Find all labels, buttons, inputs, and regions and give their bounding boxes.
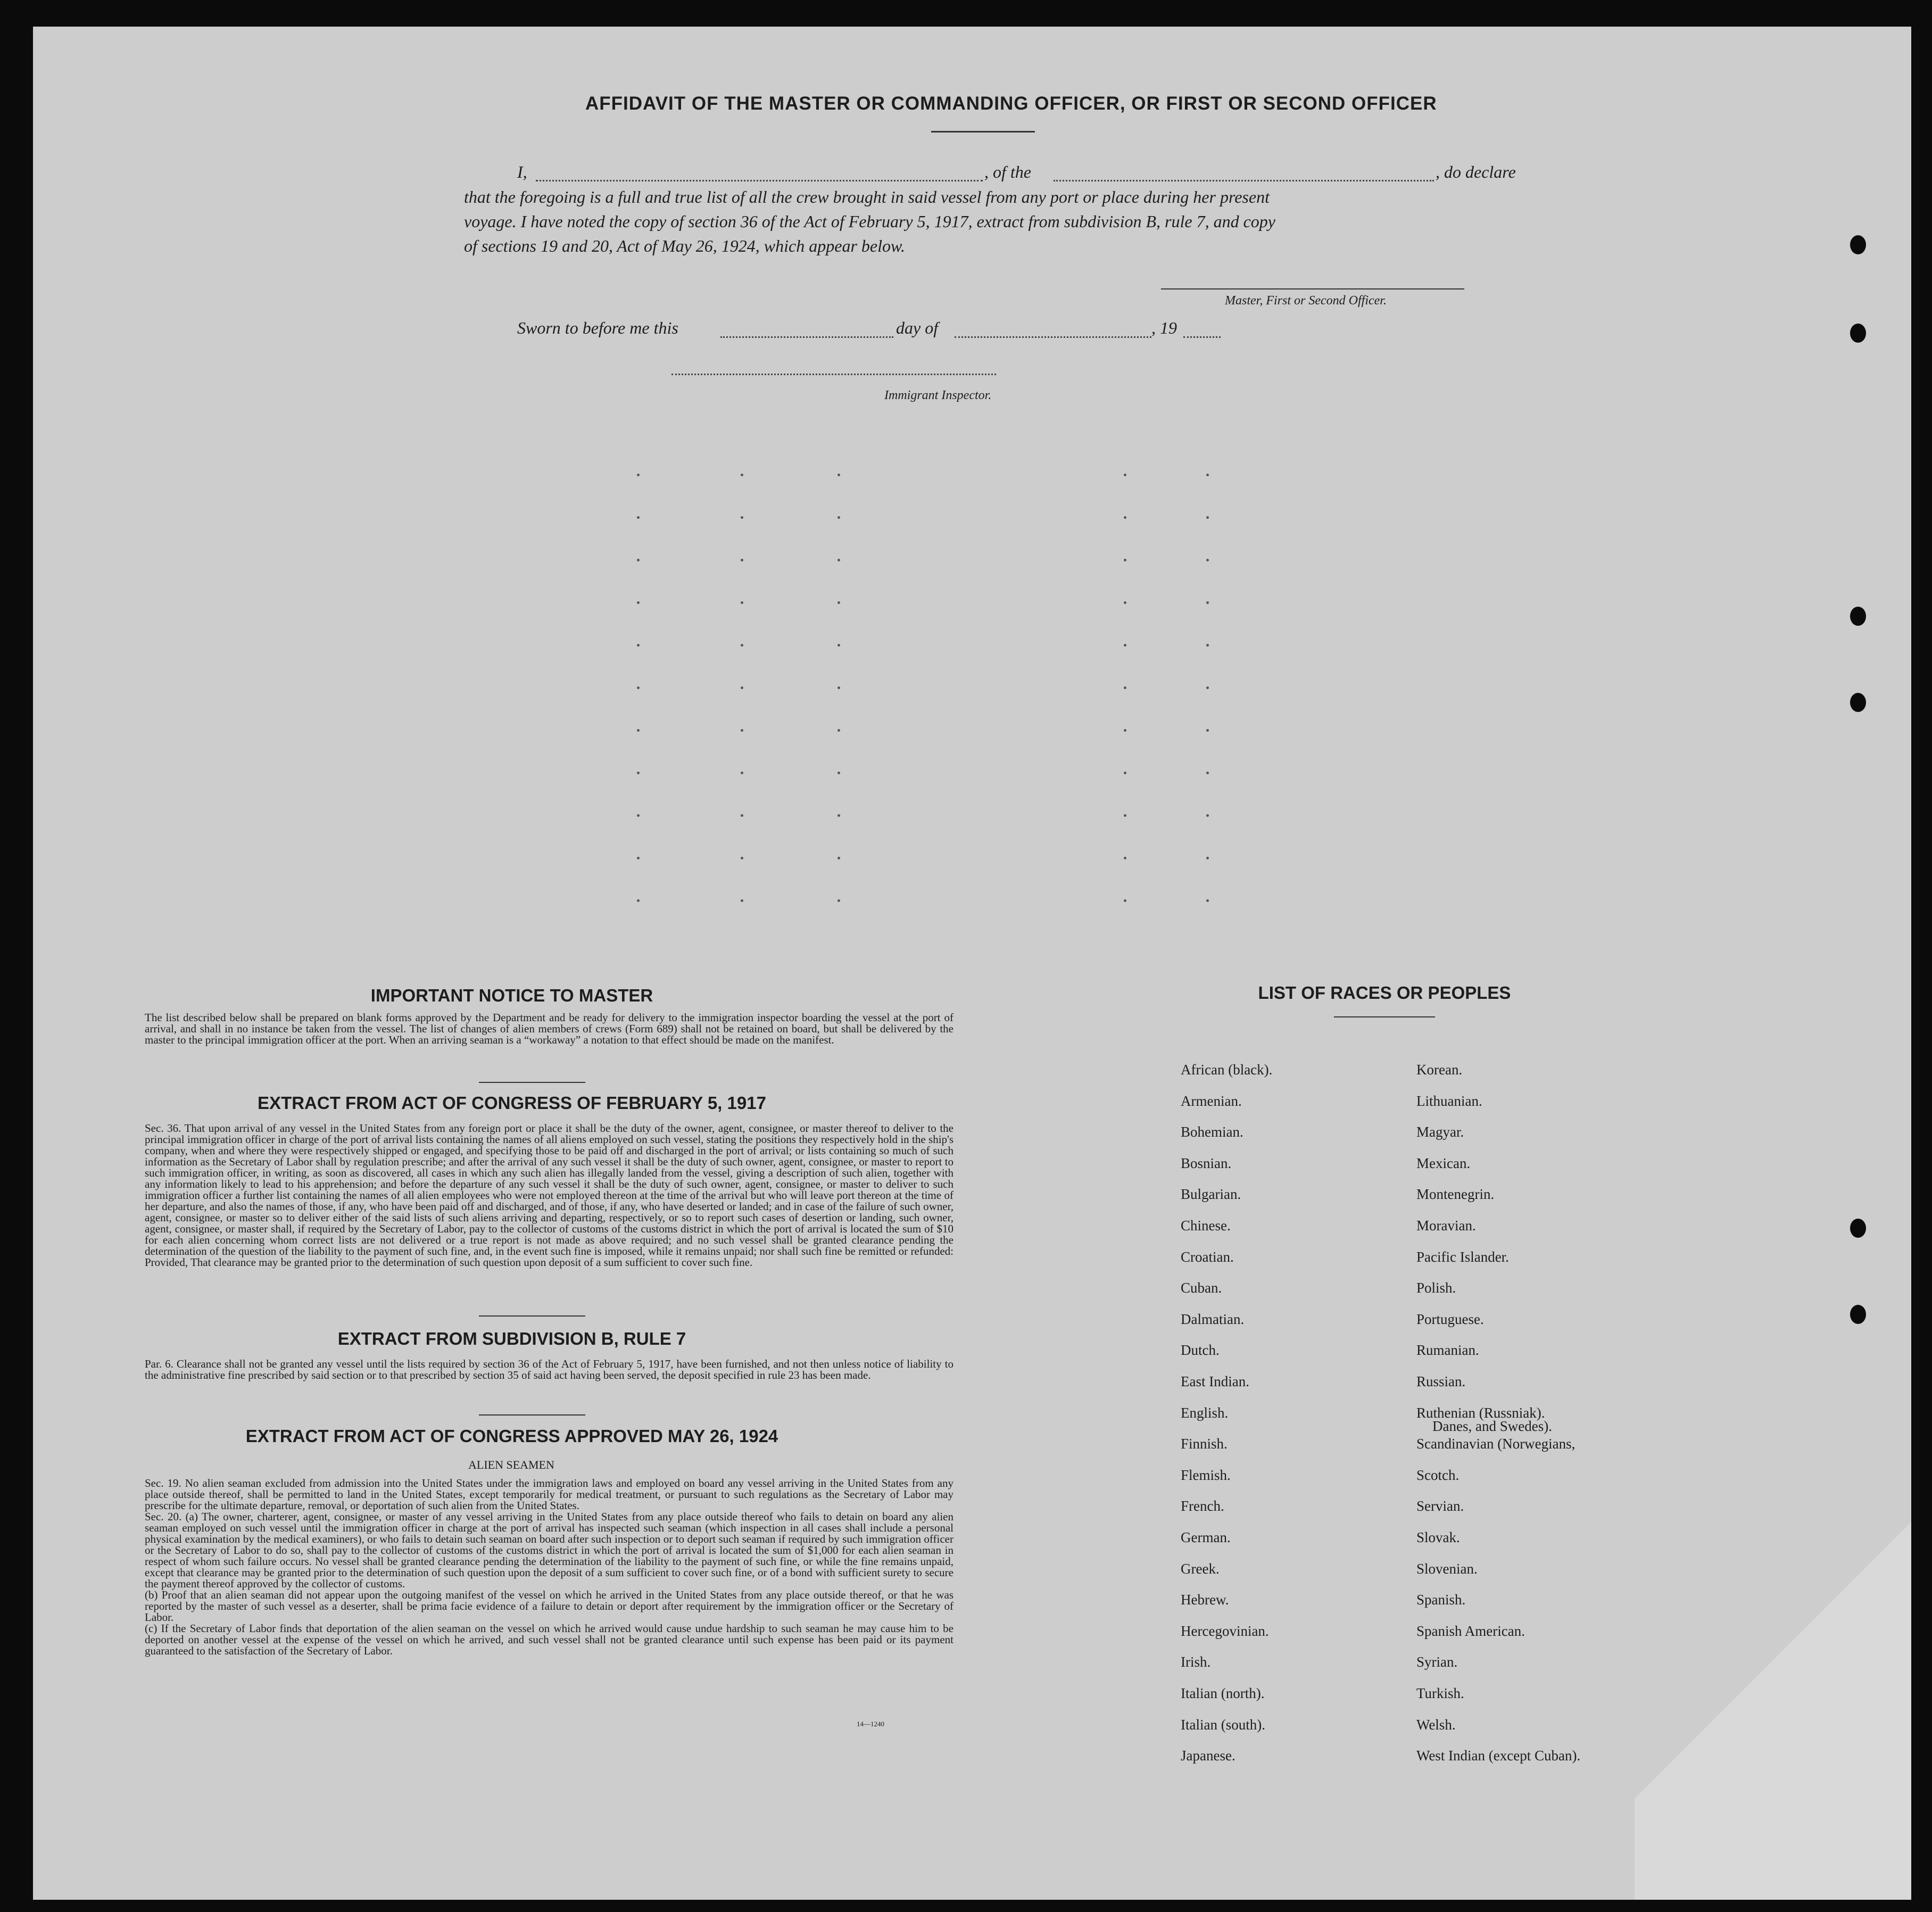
race-item: Flemish. xyxy=(1181,1467,1231,1483)
form-page xyxy=(33,27,1911,1900)
sec-20c: (c) If the Secretary of Labor finds that deportation of the alien seaman on the vessel on which he arrived would cause undue hardship to such seaman he may cause him to be deported on another vessel at the expense of the vessel on which he arrived, and such vessel shall not be granted clearance until such expense has been paid or its payment guaranteed to the satisfaction of the Secretary of Labor. xyxy=(145,1622,953,1657)
punch-hole xyxy=(1850,1675,1866,1694)
year-label: , 19 xyxy=(1151,318,1177,337)
guide-dot xyxy=(1206,814,1209,817)
race-item: Turkish. xyxy=(1416,1685,1464,1701)
race-item: Welsh. xyxy=(1416,1716,1456,1733)
guide-dot xyxy=(1124,686,1126,689)
sec-20b: (b) Proof that an alien seaman did not appear upon the outgoing manifest of the vessel on which he arrived in the United States from any place outside thereof, or that he was reported by the master of such vessel as a deserter, shall be prima facie evidence of a failure to detain or deport after requirement by the immigration officer or the Secretary of Labor. xyxy=(145,1588,953,1624)
guide-dot xyxy=(1124,814,1126,817)
guide-dot xyxy=(637,601,640,604)
divider-1 xyxy=(479,1082,585,1083)
race-item: African (black). xyxy=(1181,1062,1273,1078)
guide-dot xyxy=(741,644,743,647)
race-item: Hebrew. xyxy=(1181,1592,1229,1608)
guide-dot xyxy=(1124,559,1126,561)
guide-dot xyxy=(838,559,840,561)
guide-dot xyxy=(637,729,640,732)
year-blank xyxy=(1183,336,1221,338)
race-item: French. xyxy=(1181,1498,1224,1514)
guide-dot xyxy=(741,559,743,561)
guide-dot xyxy=(838,686,840,689)
race-item: Scotch. xyxy=(1416,1467,1460,1483)
i-label: I, xyxy=(517,162,527,181)
guide-dot xyxy=(1206,729,1209,732)
race-item: Italian (south). xyxy=(1181,1716,1265,1733)
race-item: Korean. xyxy=(1416,1062,1463,1078)
guide-dot xyxy=(838,729,840,732)
guide-dot xyxy=(1124,857,1126,859)
guide-dot xyxy=(1124,644,1126,647)
punch-hole xyxy=(1850,1305,1866,1324)
race-item: Portuguese. xyxy=(1416,1311,1484,1327)
rule-7-body: Par. 6. Clearance shall not be granted any vessel until the lists required by section 36 of the Act of February 5, 1917, have been furnished, and not then unless notice of liability to the administrative fine prescribed by said section or to that prescribed by section 35 of said act having been served, the deposit specified in rule 23 has been made. xyxy=(145,1358,953,1381)
race-item: Japanese. xyxy=(1181,1748,1236,1764)
race-item: Spanish. xyxy=(1416,1592,1466,1608)
races-title-underline xyxy=(1334,1016,1435,1017)
guide-dot xyxy=(1206,899,1209,902)
race-item: Rumanian. xyxy=(1416,1342,1479,1359)
rule-7-title: EXTRACT FROM SUBDIVISION B, RULE 7 xyxy=(337,1329,686,1348)
day-of-label: day of xyxy=(896,318,939,337)
guide-dot xyxy=(741,601,743,604)
guide-dot xyxy=(637,559,640,561)
vessel-blank xyxy=(1054,180,1434,181)
guide-dot xyxy=(1124,601,1126,604)
guide-dot xyxy=(838,601,840,604)
guide-dot xyxy=(1124,899,1126,902)
affidavit-line-3: voyage. I have noted the copy of section 36 of the Act of February 5, 1917, extract from subdivision B, rule 7, and copy xyxy=(464,212,1275,231)
race-item: East Indian. xyxy=(1181,1373,1249,1389)
do-declare-label: , do declare xyxy=(1436,162,1516,181)
race-item: Ruthenian (Russniak). xyxy=(1416,1404,1545,1421)
sworn-month-blank xyxy=(955,336,1151,338)
guide-dot xyxy=(637,644,640,647)
act-1924-body xyxy=(145,1478,953,1657)
race-item: Spanish American. xyxy=(1416,1623,1525,1639)
race-item: Dalmatian. xyxy=(1181,1311,1245,1327)
guide-dot xyxy=(838,814,840,817)
punch-hole xyxy=(1850,1588,1866,1608)
guide-dot xyxy=(1124,729,1126,732)
affidavit-title: AFFIDAVIT OF THE MASTER OR COMMANDING OFFICER, OR FIRST OR SECOND OFFICER xyxy=(585,93,1437,114)
race-item: Dutch. xyxy=(1181,1342,1220,1359)
notice-body: The list described below shall be prepared on blank forms approved by the Department and be ready for delivery to the immigration inspector boarding the vessel at the port of arrival, and shall in no instance be taken from the vessel. The list of changes of alien members of crews (Form 689) shall not be retained on board, but shall be delivered by the master to the principal immigration officer at the port. When an arriving seaman is a “workaway” a notation to that effect should be made on the manifest. xyxy=(145,1011,953,1046)
notice-title: IMPORTANT NOTICE TO MASTER xyxy=(370,986,653,1005)
affidavit-line-4: of sections 19 and 20, Act of May 26, 1924, which appear below. xyxy=(464,236,905,255)
guide-dot xyxy=(741,474,743,476)
punch-hole xyxy=(1850,1219,1866,1238)
guide-dot xyxy=(1206,601,1209,604)
race-item: Polish. xyxy=(1416,1280,1456,1296)
divider-2 xyxy=(479,1315,585,1317)
race-item: Russian. xyxy=(1416,1373,1466,1389)
race-item: Finnish. xyxy=(1181,1436,1228,1452)
form-number: 14—1240 xyxy=(857,1720,884,1728)
guide-dot xyxy=(637,899,640,902)
sworn-day-blank xyxy=(720,336,893,338)
guide-dot xyxy=(741,729,743,732)
race-item: Mexican. xyxy=(1416,1155,1471,1171)
race-scandinavian-cont: Danes, and Swedes). xyxy=(1432,1418,1552,1434)
affidavit-line-2: that the foregoing is a full and true list of all the crew brought in said vessel from any port or place during her present xyxy=(464,187,1270,206)
race-item: German. xyxy=(1181,1529,1231,1545)
guide-dot xyxy=(838,516,840,519)
guide-dot xyxy=(1206,686,1209,689)
guide-dot xyxy=(637,516,640,519)
punch-hole xyxy=(1850,607,1866,626)
race-item: Chinese. xyxy=(1181,1218,1231,1234)
guide-dot xyxy=(1124,516,1126,519)
of-the-label: , of the xyxy=(984,162,1031,181)
guide-dot xyxy=(1206,516,1209,519)
guide-dot xyxy=(1206,644,1209,647)
act-1917-body: Sec. 36. That upon arrival of any vessel in the United States from any foreign port or place it shall be the duty of the owner, agent, consignee, or master thereof to deliver to the principal immigration officer in charge of the port of arrival lists containing the names of all aliens employed on such vessel, stating the positions they respectively hold in the ship's company, when and where they were respectively shipped or engaged, and specifying those to be paid off and discharged in the port of arrival; or lists containing so much of such information as the Secretary of Labor shall by regulation prescribe; and after the arrival of any such vessel it shall be the duty of such owner, agent, consignee, or master to report to such immigration officer, in writing, as soon as discovered, all cases in which any such alien has illegally landed from the vessel, giving a description of such alien, together with any information likely to lead to his apprehension; and before the departure of any such vessel it shall be the duty of such owner, agent, consignee, or master to deliver to such immigration officer a further list containing the names of all alien employees who were not employed thereon at the time of the arrival but who will leave port thereon at the time of her departure, and also the names of those, if any, who have been paid off and discharged, and of those, if any, who have deserted or landed; and in case of the failure of such owner, agent, consignee, or master so to deliver either of the said lists of such aliens arriving and departing, respectively, or so to report such cases of desertion or landing, such owner, agent, consignee, or master shall, if required by the Secretary of Labor, pay to the collector of customs of the customs district in which the port of arrival is located the sum of $10 for each alien concerning whom correct lists are not delivered or a true report is not made as above required; and no such vessel shall be granted clearance pending the determination of the question of the liability to the payment of such fine, and, in the event such fine is imposed, while it remains unpaid; nor shall such fine be remitted or refunded: Provided, That clearance may be granted prior to the determination of such question upon deposit of a sum sufficient to cover such fine. xyxy=(145,1122,953,1269)
race-item: Bosnian. xyxy=(1181,1155,1232,1171)
master-signature-label: Master, First or Second Officer. xyxy=(1225,294,1387,308)
race-item: English. xyxy=(1181,1404,1229,1421)
guide-dot xyxy=(741,686,743,689)
guide-dot xyxy=(1124,474,1126,476)
guide-dot xyxy=(1206,772,1209,774)
race-item: Magyar. xyxy=(1416,1124,1464,1140)
race-item: Lithuanian. xyxy=(1416,1092,1482,1109)
guide-dot xyxy=(1206,559,1209,561)
race-item: Greek. xyxy=(1181,1560,1220,1577)
punch-hole xyxy=(1850,235,1866,254)
race-item: Cuban. xyxy=(1181,1280,1222,1296)
guide-dot xyxy=(637,772,640,774)
name-blank xyxy=(536,180,983,181)
act-1917-title: EXTRACT FROM ACT OF CONGRESS OF FEBRUARY 5, 1917 xyxy=(258,1093,766,1113)
inspector-label: Immigrant Inspector. xyxy=(884,388,992,402)
guide-dot xyxy=(741,857,743,859)
race-item: West Indian (except Cuban). xyxy=(1416,1748,1581,1764)
guide-dot xyxy=(1206,857,1209,859)
race-item: Montenegrin. xyxy=(1416,1186,1495,1203)
guide-dot xyxy=(637,857,640,859)
race-item: Armenian. xyxy=(1181,1092,1242,1109)
sworn-label: Sworn to before me this xyxy=(517,318,678,337)
race-item: Moravian. xyxy=(1416,1218,1476,1234)
guide-dot xyxy=(637,686,640,689)
guide-dot xyxy=(838,474,840,476)
race-item: Bohemian. xyxy=(1181,1124,1243,1140)
act-1924-title: EXTRACT FROM ACT OF CONGRESS APPROVED MAY 26, 1924 xyxy=(245,1426,778,1446)
race-item: Servian. xyxy=(1416,1498,1464,1514)
divider-3 xyxy=(479,1414,585,1416)
races-title: LIST OF RACES OR PEOPLES xyxy=(1258,983,1511,1003)
guide-dot xyxy=(637,814,640,817)
title-underline xyxy=(931,131,1035,133)
guide-dot xyxy=(741,899,743,902)
guide-dot xyxy=(838,899,840,902)
guide-dot xyxy=(741,772,743,774)
guide-dot xyxy=(838,644,840,647)
race-item: Scandinavian (Norwegians, xyxy=(1416,1436,1576,1452)
sec-20a: Sec. 20. (a) The owner, charterer, agent, consignee, or master of any vessel arriving in the United States from any place outside thereof who fails to detain on board any alien seaman employed on such vessel until the immigration officer in charge at the port of arrival has inspected such seaman (which inspection in all cases shall include a personal physical examination by the medical examiners), or who fails to detain such seaman on board after such inspection or to deport such seaman if required by such immigration officer or the Secretary of Labor to do so, shall pay to the collector of customs of the customs district in which the port of arrival is located the sum of $1,000 for each alien seaman in respect of whom such failure occurs. No vessel shall be granted clearance pending the determination of the liability to the payment of such fine, or while the fine remains unpaid, except that clearance may be granted prior to the determination of such question upon the deposit of a sum sufficient to cover such fine, or of a bond with sufficient surety to secure the payment thereof approved by the collector of customs. xyxy=(145,1510,953,1590)
race-item: Syrian. xyxy=(1416,1654,1458,1670)
race-item: Irish. xyxy=(1181,1654,1211,1670)
punch-hole xyxy=(1850,324,1866,343)
race-item: Slovak. xyxy=(1416,1529,1460,1545)
guide-dot xyxy=(1206,474,1209,476)
guide-dot xyxy=(637,474,640,476)
race-item: Croatian. xyxy=(1181,1248,1234,1265)
race-item: Hercegovinian. xyxy=(1181,1623,1269,1639)
guide-dot xyxy=(741,814,743,817)
punch-hole xyxy=(1850,693,1866,712)
race-item: Pacific Islander. xyxy=(1416,1248,1509,1265)
race-item: Bulgarian. xyxy=(1181,1186,1241,1203)
inspector-signature-line xyxy=(671,374,996,375)
guide-dot xyxy=(1124,772,1126,774)
race-item: Slovenian. xyxy=(1416,1560,1478,1577)
guide-dot xyxy=(741,516,743,519)
sec-19: Sec. 19. No alien seaman excluded from admission into the United States under the immigration laws and employed on board any vessel arriving in the United States from any place outside thereof, shall be permitted to land in the United States, except temporarily for medical treatment, or pursuant to such regulations as the Secretary of Labor may prescribe for the ultimate departure, removal, or deportation of such alien from the United States. xyxy=(145,1477,953,1512)
master-signature-line xyxy=(1161,288,1464,289)
alien-seamen-subtitle: ALIEN SEAMEN xyxy=(468,1458,554,1471)
guide-dot xyxy=(838,772,840,774)
guide-dot xyxy=(838,857,840,859)
race-item: Italian (north). xyxy=(1181,1685,1265,1701)
